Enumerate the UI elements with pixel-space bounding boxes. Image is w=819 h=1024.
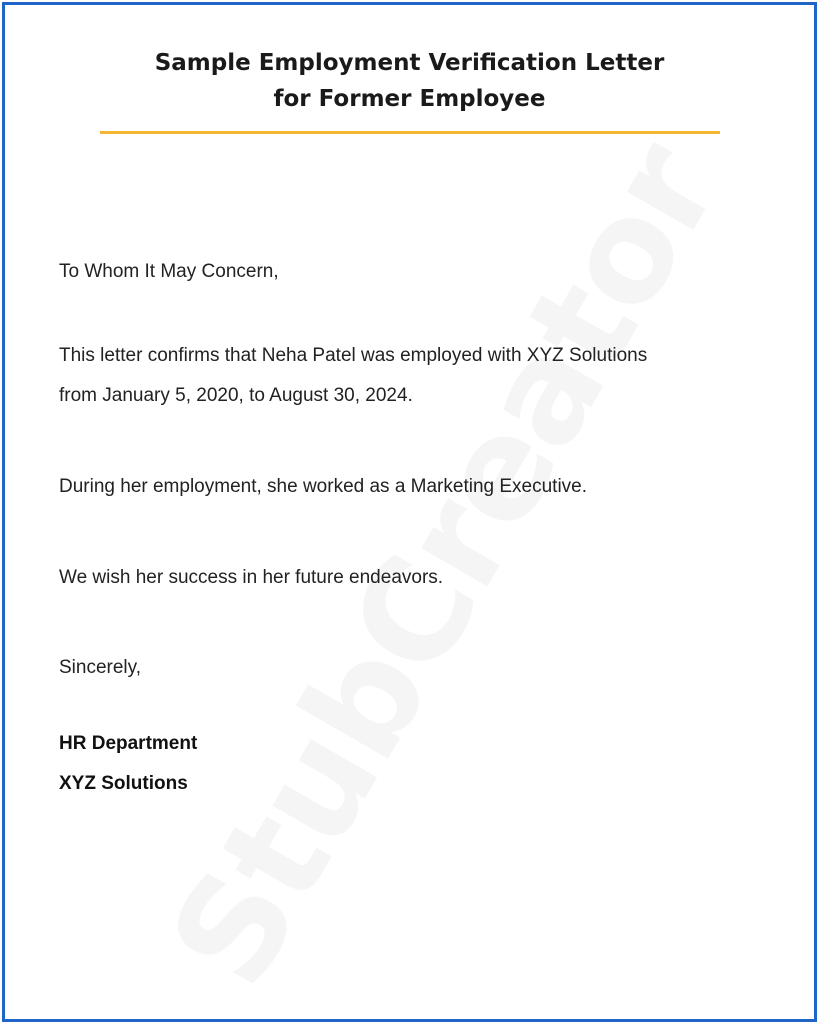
letter-wish: We wish her success in her future endeavors.	[59, 567, 444, 588]
page-title	[5, 45, 814, 117]
signature-company: XYZ Solutions	[59, 773, 188, 794]
title-divider	[100, 131, 720, 134]
letter-greeting: To Whom It May Concern,	[59, 261, 279, 282]
letter-confirmation	[59, 336, 759, 416]
title-line-2: for Former Employee	[273, 86, 546, 112]
confirmation-line-2: from January 5, 2020, to August 30, 2024.	[59, 385, 413, 406]
title-line-1: Sample Employment Verification Letter	[154, 50, 665, 76]
letter-page	[2, 2, 817, 1022]
signature-department: HR Department	[59, 733, 198, 754]
signature-block	[59, 724, 197, 804]
confirmation-line-1: This letter confirms that Neha Patel was employed with XYZ Solutions	[59, 345, 648, 366]
letter-closing: Sincerely,	[59, 657, 142, 678]
letter-role: During her employment, she worked as a Marketing Executive.	[59, 476, 588, 497]
